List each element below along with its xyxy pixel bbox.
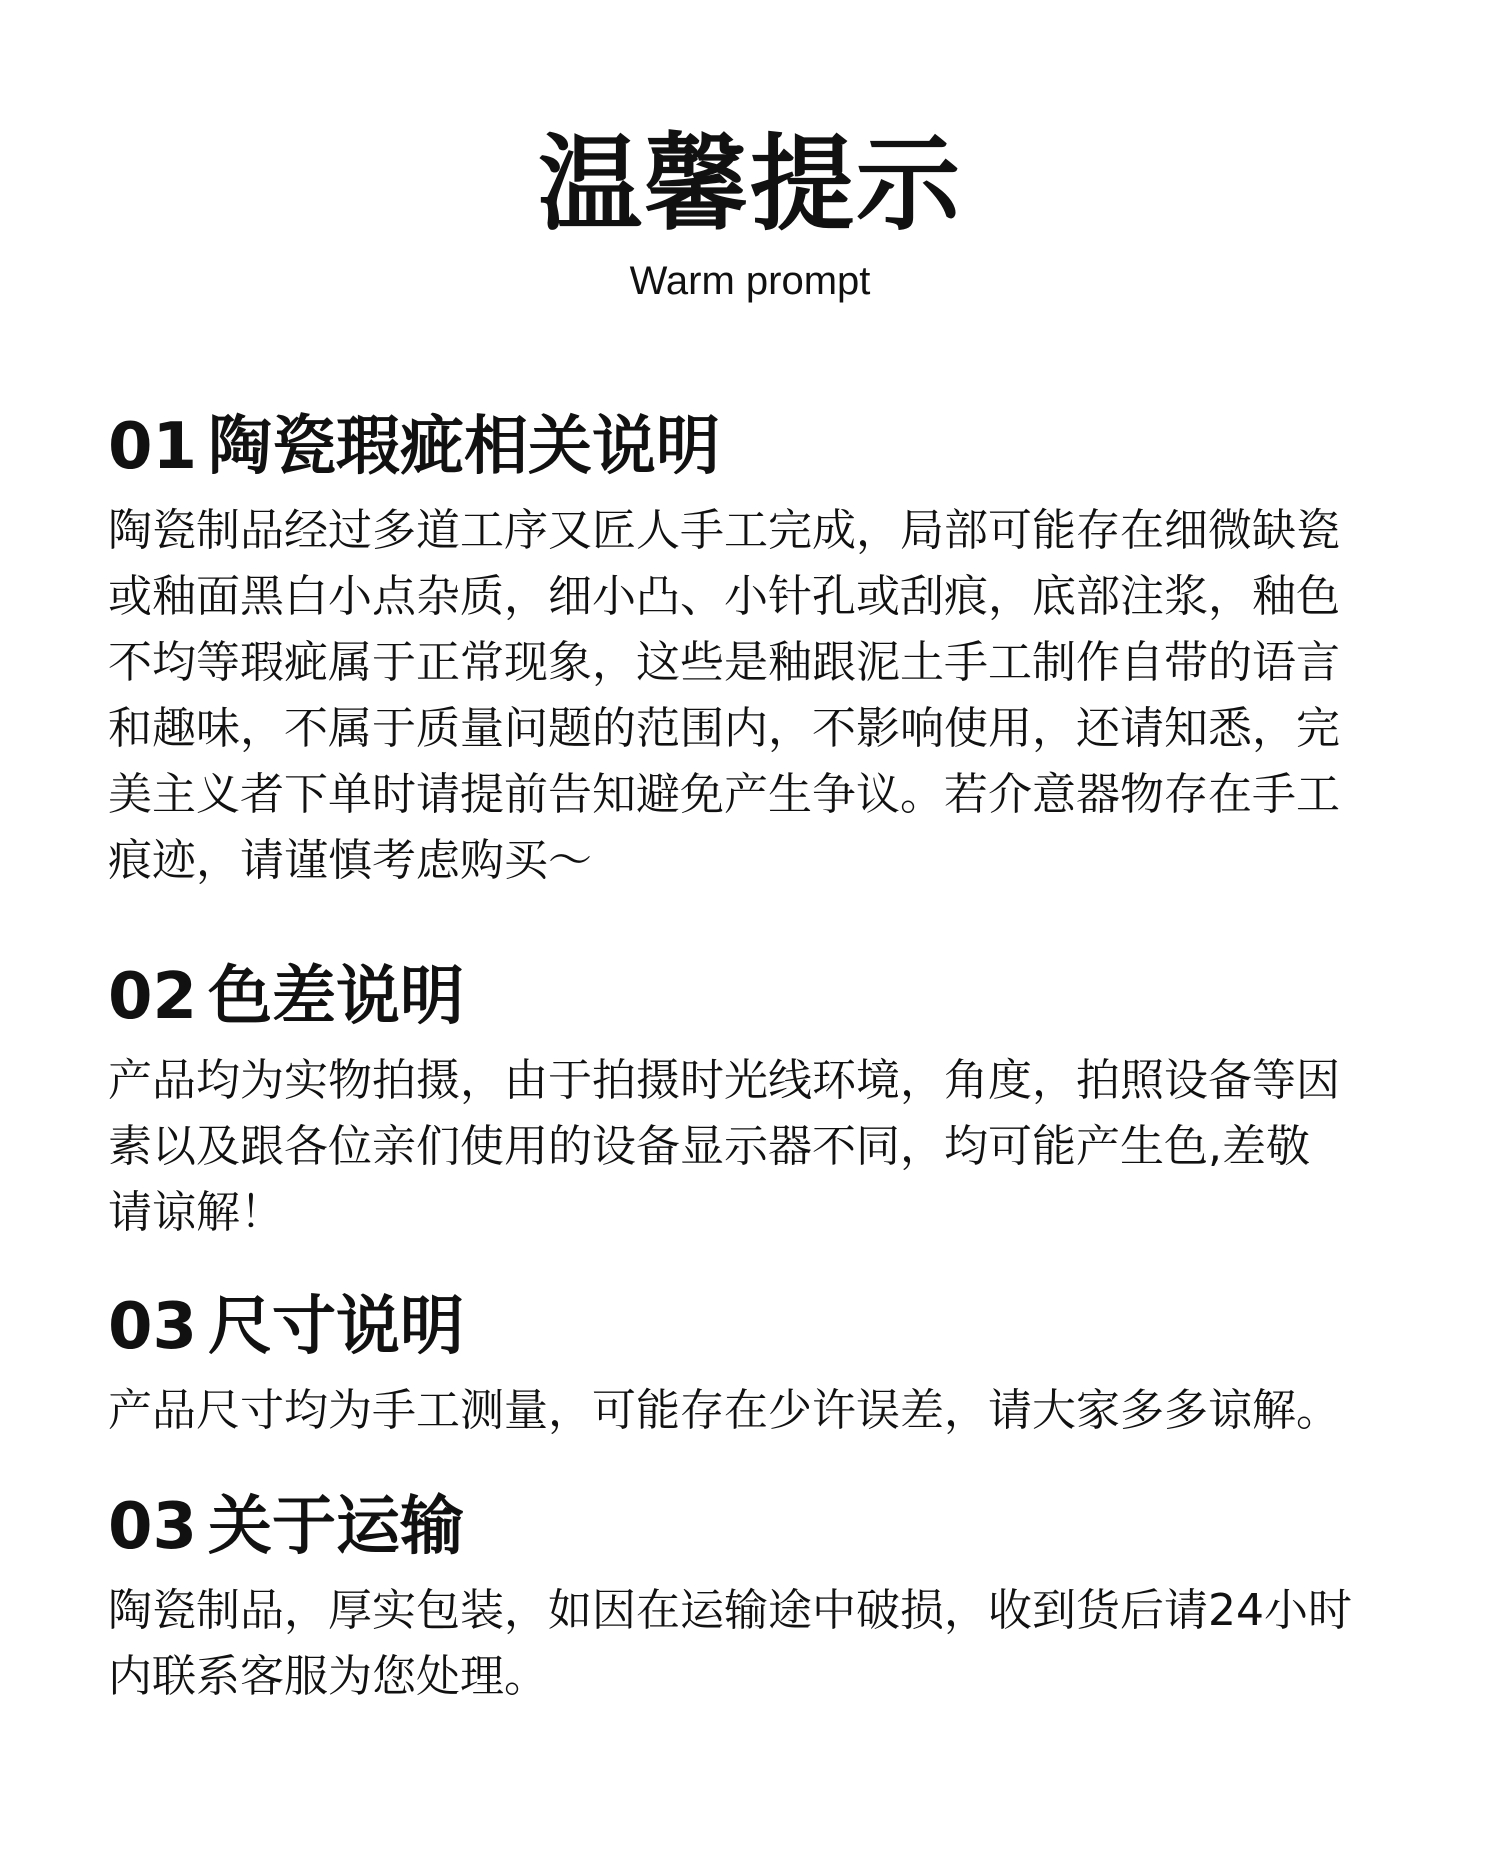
section-title: 尺寸说明 [208, 1290, 464, 1364]
section-heading [108, 1492, 1398, 1562]
section-number: 01 [108, 410, 198, 484]
section-number: 03 [108, 1490, 198, 1564]
section-heading [108, 962, 1398, 1032]
section-body: 产品尺寸均为手工测量，可能存在少许误差，请大家多多谅解。 [108, 1385, 1340, 1437]
section-color-difference [108, 962, 1398, 1246]
section-shipping [108, 1492, 1398, 1710]
section-body: 陶瓷制品，厚实包装，如因在运输途中破损，收到货后请24小时 内联系客服为您处理。 [108, 1585, 1352, 1703]
section-number: 03 [108, 1290, 198, 1364]
section-body: 陶瓷制品经过多道工序又匠人手工完成，局部可能存在细微缺瓷 或釉面黑白小点杂质，细小凸、小针孔或刮痕，底部注浆，釉色 不均等瑕疵属于正常现象，这些是釉跟泥土手工制作自带的语言 和趣味，不属于质量问题的范围内，不影响使用，还请知悉，完 美主义者下单时请提前告知避免产生争议。若介意器物存在手工 痕迹，请谨慎考虑购买～ [108, 505, 1340, 887]
section-heading [108, 412, 1398, 482]
section-title: 色差说明 [208, 960, 464, 1034]
section-number: 02 [108, 960, 198, 1034]
header [0, 125, 1500, 303]
page-subtitle: Warm prompt [629, 258, 871, 303]
section-size [108, 1292, 1398, 1444]
section-defects [108, 412, 1398, 894]
section-title: 陶瓷瑕疵相关说明 [208, 410, 720, 484]
page-title: 温馨提示 [537, 123, 962, 245]
section-heading [108, 1292, 1398, 1362]
section-body: 产品均为实物拍摄，由于拍摄时光线环境，角度，拍照设备等因 素以及跟各位亲们使用的设备显示器不同，均可能产生色,差敬 请谅解！ [108, 1055, 1340, 1239]
section-title: 关于运输 [208, 1490, 464, 1564]
